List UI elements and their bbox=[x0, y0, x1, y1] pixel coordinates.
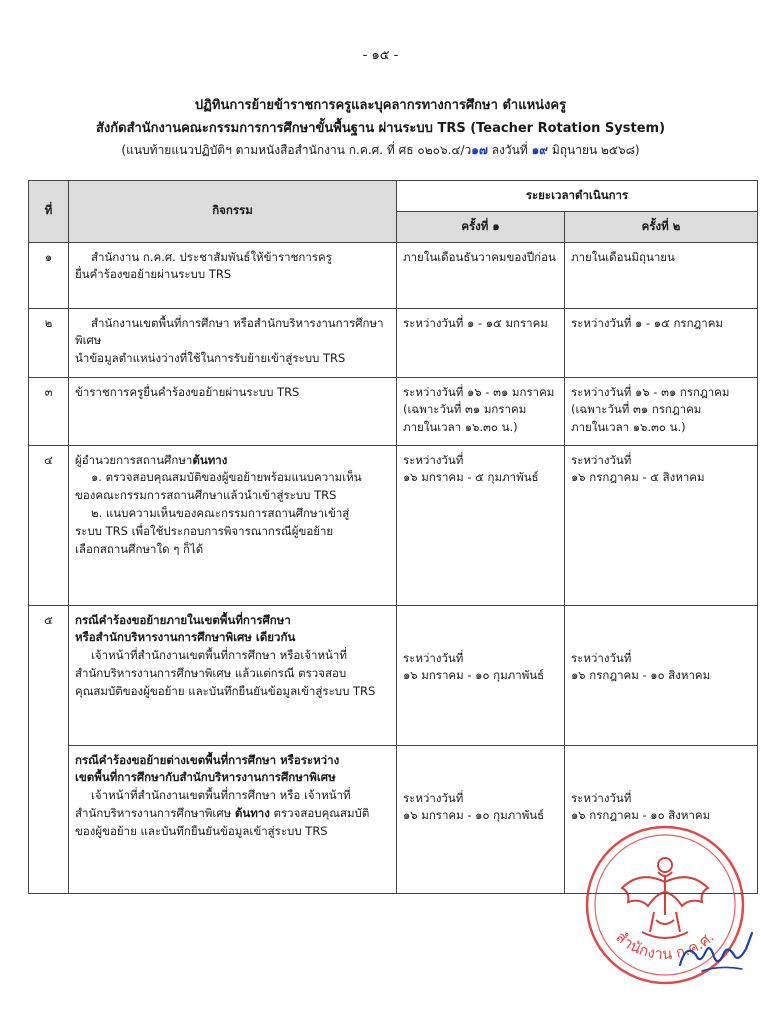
header-round-2: ครั้งที่ ๒ bbox=[565, 211, 758, 242]
activity-text: เจ้าหน้าที่สำนักงานเขตพื้นที่การศึกษา หรือ เจ้าหน้าที่ bbox=[91, 788, 351, 803]
table-row bbox=[29, 308, 758, 377]
seal-text: สำนักงาน ก.ค.ศ. bbox=[612, 927, 718, 964]
period-text: ภายในเวลา ๑๖.๓๐ น.) bbox=[403, 420, 518, 435]
row-round-1 bbox=[397, 745, 565, 893]
row-activity bbox=[69, 308, 397, 377]
row-round-1 bbox=[397, 445, 565, 605]
subtitle-month-year: มิถุนายน ๒๕๖๘) bbox=[551, 143, 640, 157]
header-no: ที่ bbox=[29, 181, 69, 243]
subtitle-date-label: ลงวันที่ bbox=[491, 143, 528, 157]
row-round-2 bbox=[565, 745, 758, 893]
row-round-2 bbox=[565, 445, 758, 605]
activity-text: ของผู้ขอย้าย และบันทึกยืนยันข้อมูลเข้าสู่ระบบ TRS bbox=[75, 823, 328, 838]
activity-text: คุณสมบัติของผู้ขอย้าย และบันทึกยืนยันข้อมูลเข้าสู่ระบบ TRS bbox=[75, 683, 376, 698]
handwritten-day: ๑๙ bbox=[531, 143, 549, 157]
row-activity bbox=[69, 377, 397, 445]
row-round-1: ระหว่างวันที่ ๑ - ๑๕ มกราคม bbox=[397, 308, 565, 377]
period-text: ระหว่างวันที่ bbox=[571, 790, 632, 805]
activity-item: ระบบ TRS เพื่อใช้ประกอบการพิจารณากรณีผู้ขอย้าย bbox=[75, 523, 334, 538]
period-text: ระหว่างวันที่ bbox=[403, 452, 464, 467]
period-text: ระหว่างวันที่ bbox=[571, 650, 632, 665]
row-round-2 bbox=[565, 377, 758, 445]
table-row bbox=[29, 605, 758, 745]
row-round-2: ระหว่างวันที่ ๑ - ๑๕ กรกฎาคม bbox=[565, 308, 758, 377]
activity-text: เจ้าหน้าที่สำนักงานเขตพื้นที่การศึกษา หรือเจ้าหน้าที่ bbox=[91, 648, 347, 663]
row-number: ๑ bbox=[29, 242, 69, 308]
handwritten-doc-number: ๑๗ bbox=[471, 143, 488, 157]
period-text: ๑๖ กรกฎาคม - ๕ สิงหาคม bbox=[571, 470, 705, 485]
activity-item: เลือกสถานศึกษาใด ๆ ก็ได้ bbox=[75, 541, 204, 556]
row-round-2 bbox=[565, 605, 758, 745]
signature-icon bbox=[672, 925, 757, 980]
activity-heading: หรือสำนักบริหารงานการศึกษาพิเศษ เดียวกัน bbox=[75, 630, 296, 645]
document-subtitle bbox=[0, 141, 761, 160]
document-title: ปฏิทินการย้ายข้าราชการครูและบุคลากรทางการศึกษา ตำแหน่งครู bbox=[194, 98, 567, 113]
table-row bbox=[29, 445, 758, 605]
activity-item: ๑. ตรวจสอบคุณสมบัติของผู้ขอย้ายพร้อมแนบความเห็น bbox=[91, 470, 362, 485]
row-number: ๕ bbox=[29, 605, 69, 893]
activity-emphasis: ต้นทาง bbox=[234, 806, 270, 821]
activity-text: ข้าราชการครูยื่นคำร้องขอย้ายผ่านระบบ TRS bbox=[75, 384, 300, 399]
page-number: - ๑๕ - bbox=[362, 48, 399, 63]
row-number: ๒ bbox=[29, 308, 69, 377]
row-number: ๔ bbox=[29, 445, 69, 605]
activity-text: สำนักงานเขตพื้นที่การศึกษา หรือสำนักบริหารงานการศึกษาพิเศษ bbox=[75, 315, 384, 348]
activity-text: สำนักงาน ก.ค.ศ. ประชาสัมพันธ์ให้ข้าราชการครู bbox=[91, 249, 332, 264]
header-round-1: ครั้งที่ ๑ bbox=[397, 211, 565, 242]
row-activity bbox=[69, 445, 397, 605]
period-text: ระหว่างวันที่ ๑๖ - ๓๑ มกราคม bbox=[403, 384, 555, 399]
period-text: ๑๖ กรกฎาคม - ๑๐ สิงหาคม bbox=[571, 808, 711, 823]
row-activity bbox=[69, 605, 397, 745]
row-round-1 bbox=[397, 377, 565, 445]
activity-item: ๒. แนบความเห็นของคณะกรรมการสถานศึกษาเข้าสู่ bbox=[91, 506, 350, 521]
activity-heading: กรณีคำร้องขอย้ายต่างเขตพื้นที่การศึกษา หรือระหว่าง bbox=[75, 752, 340, 767]
row-number: ๓ bbox=[29, 377, 69, 445]
activity-text: สำนักบริหารงานการศึกษาพิเศษ แล้วแต่กรณี ตรวจสอบ bbox=[75, 666, 347, 681]
header-activity: กิจกรรม bbox=[69, 181, 397, 243]
document-title-line2: สังกัดสำนักงานคณะกรรมการการศึกษาขั้นพื้นฐาน ผ่านระบบ TRS (Teacher Rotation System) bbox=[95, 121, 666, 136]
row-round-1: ภายในเดือนธันวาคมของปีก่อน bbox=[397, 242, 565, 308]
table-row bbox=[29, 377, 758, 445]
table-row bbox=[29, 242, 758, 308]
period-text: ภายในเวลา ๑๖.๓๐ น.) bbox=[571, 420, 686, 435]
period-text: ระหว่างวันที่ bbox=[403, 790, 464, 805]
activity-text: ตรวจสอบคุณสมบัติ bbox=[273, 806, 370, 821]
activity-emphasis: ต้นทาง bbox=[192, 452, 228, 467]
subtitle-text: (แนบท้ายแนวปฏิบัติฯ ตามหนังสือสำนักงาน ก.ค.ศ. ที่ ศธ ๐๒๐๖.๔/ว bbox=[121, 143, 472, 157]
period-text: ๑๖ มกราคม - ๑๐ กุมภาพันธ์ bbox=[403, 668, 545, 683]
period-text: ๑๖ มกราคม - ๑๐ กุมภาพันธ์ bbox=[403, 808, 545, 823]
activity-text: ผู้อำนวยการสถานศึกษา bbox=[75, 452, 193, 467]
row-activity bbox=[69, 745, 397, 893]
schedule-table bbox=[28, 180, 758, 894]
activity-item: ของคณะกรรมการสถานศึกษาแล้วนำเข้าสู่ระบบ TRS bbox=[75, 488, 337, 503]
period-text: ๑๖ กรกฎาคม - ๑๐ สิงหาคม bbox=[571, 668, 711, 683]
header-period: ระยะเวลาดำเนินการ bbox=[397, 181, 758, 212]
activity-heading: เขตพื้นที่การศึกษากับสำนักบริหารงานการศึกษาพิเศษ bbox=[75, 770, 336, 785]
row-activity bbox=[69, 242, 397, 308]
period-text: (เฉพาะวันที่ ๓๑ กรกฎาคม bbox=[571, 402, 702, 417]
period-text: ระหว่างวันที่ bbox=[403, 650, 464, 665]
activity-heading: กรณีคำร้องขอย้ายภายในเขตพื้นที่การศึกษา bbox=[75, 612, 291, 627]
period-text: ระหว่างวันที่ bbox=[571, 452, 632, 467]
row-round-1 bbox=[397, 605, 565, 745]
period-text: ๑๖ มกราคม - ๕ กุมภาพันธ์ bbox=[403, 470, 539, 485]
period-text: ระหว่างวันที่ ๑๖ - ๓๑ กรกฎาคม bbox=[571, 384, 730, 399]
activity-text: สำนักบริหารงานการศึกษาพิเศษ bbox=[75, 806, 232, 821]
activity-text: นำข้อมูลตำแหน่งว่างที่ใช้ในการรับย้ายเข้าสู่ระบบ TRS bbox=[75, 351, 346, 366]
table-row bbox=[29, 745, 758, 893]
period-text: (เฉพาะวันที่ ๓๑ มกราคม bbox=[403, 402, 527, 417]
activity-text: ยื่นคำร้องขอย้ายผ่านระบบ TRS bbox=[75, 267, 232, 282]
row-round-2: ภายในเดือนมิถุนายน bbox=[565, 242, 758, 308]
